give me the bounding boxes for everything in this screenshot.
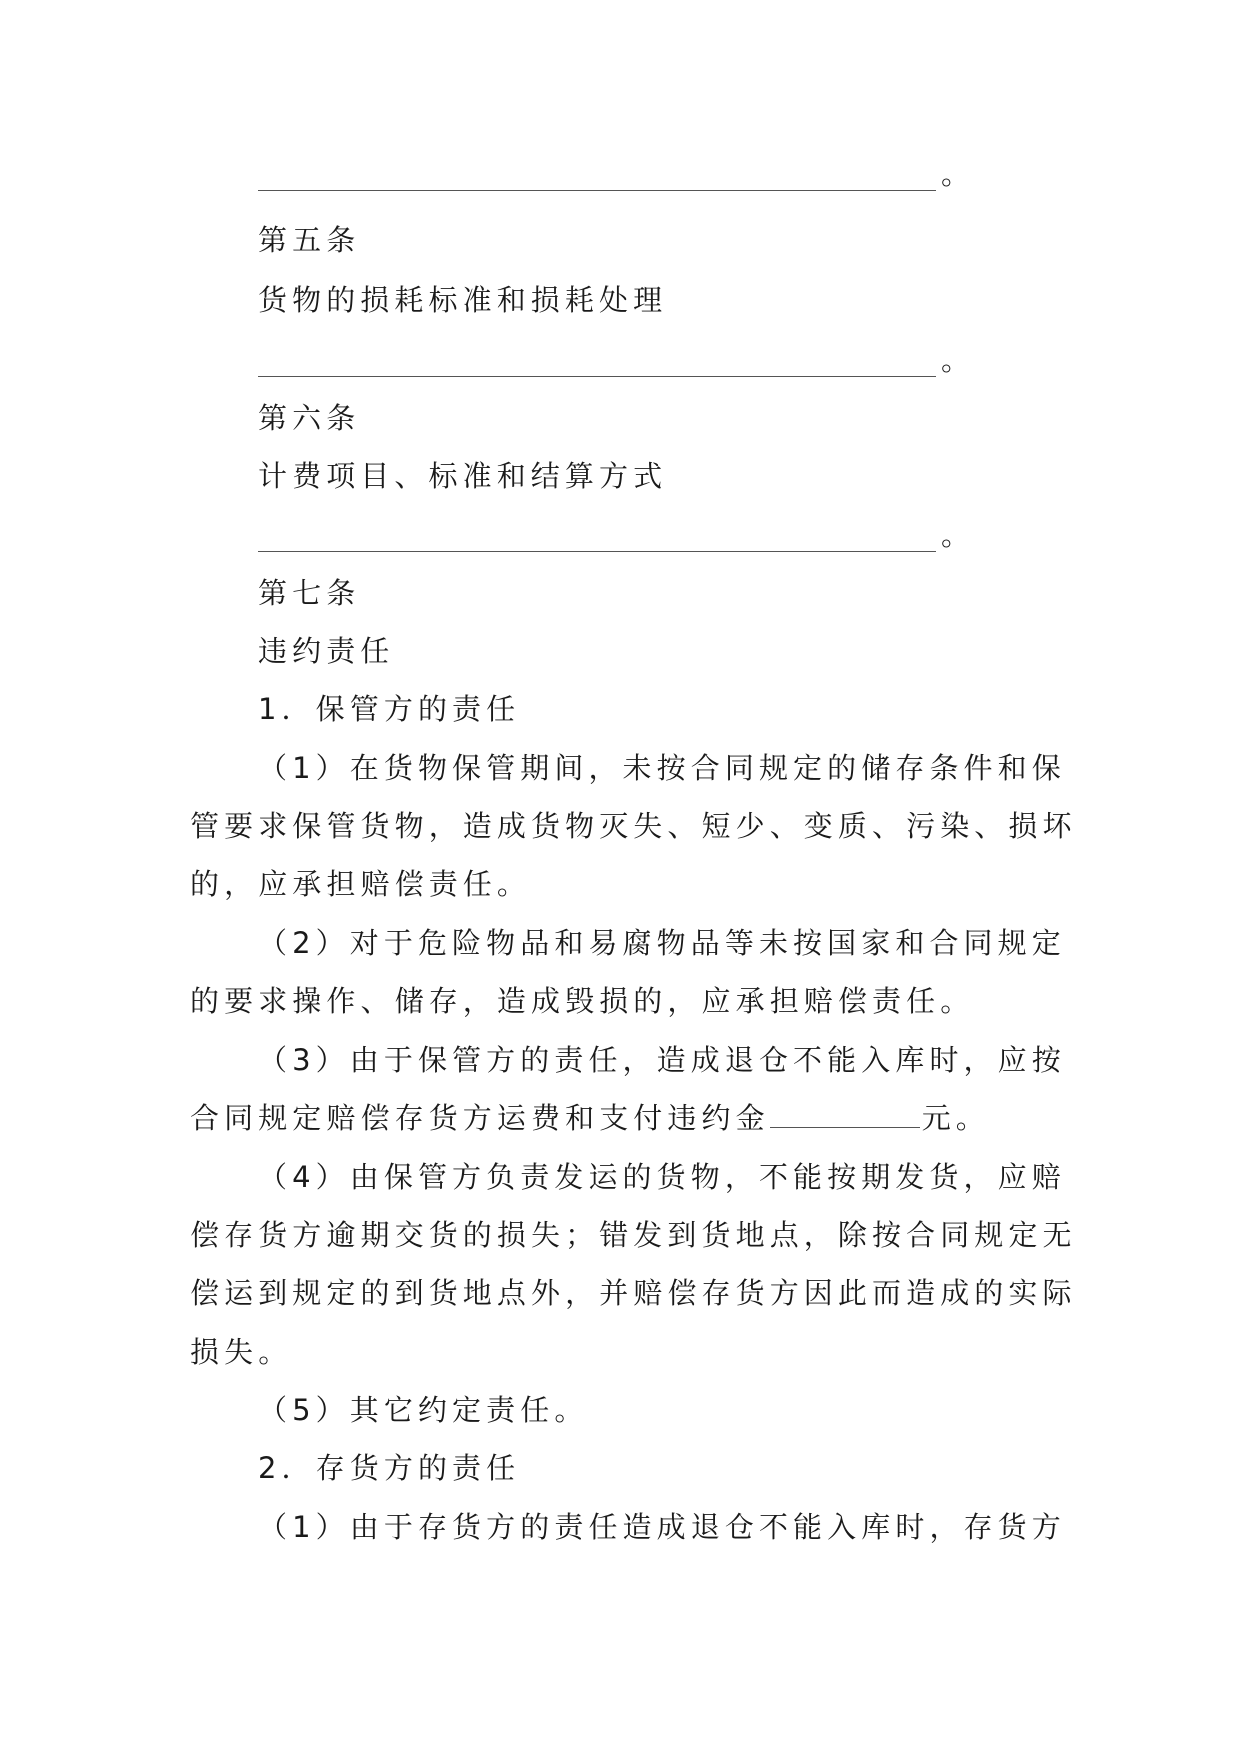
clause-1-3-text: 合同规定赔偿存货方运费和支付违约金 bbox=[190, 1101, 770, 1135]
clause-1-3-line-1: （3）由于保管方的责任，造成退仓不能入库时，应按 bbox=[258, 1043, 1066, 1077]
article-5-title: 第五条 bbox=[258, 223, 361, 257]
blank-underline bbox=[258, 190, 936, 191]
section-2-heading: 2．存货方的责任 bbox=[258, 1451, 521, 1485]
article-6-body: 计费项目、标准和结算方式 bbox=[258, 459, 668, 493]
clause-1-2-line-1: （2）对于危险物品和易腐物品等未按国家和合同规定 bbox=[258, 926, 1066, 960]
article-5-body: 货物的损耗标准和损耗处理 bbox=[258, 283, 668, 317]
blank-underline bbox=[258, 551, 936, 552]
penalty-amount-blank bbox=[770, 1100, 920, 1128]
clause-2-1-line-1: （1）由于存货方的责任造成退仓不能入库时，存货方 bbox=[258, 1510, 1066, 1544]
clause-1-4-line-4: 损失。 bbox=[190, 1335, 293, 1369]
clause-1-5: （5）其它约定责任。 bbox=[258, 1393, 589, 1427]
clause-1-4-line-3: 偿运到规定的到货地点外，并赔偿存货方因此而造成的实际 bbox=[190, 1276, 1077, 1310]
section-1-heading: 1．保管方的责任 bbox=[258, 692, 521, 726]
clause-1-4-line-1: （4）由保管方负责发运的货物，不能按期发货，应赔 bbox=[258, 1160, 1066, 1194]
clause-1-3-line-2 bbox=[190, 1098, 990, 1138]
article-6-title: 第六条 bbox=[258, 401, 361, 435]
clause-1-1-line-3: 的，应承担赔偿责任。 bbox=[190, 867, 532, 901]
period-mark: 。 bbox=[941, 518, 971, 552]
article-7-body: 违约责任 bbox=[258, 634, 395, 668]
currency-unit: 元。 bbox=[921, 1101, 990, 1135]
clause-1-1-line-2: 管要求保管货物，造成货物灭失、短少、变质、污染、损坏 bbox=[190, 809, 1077, 843]
article-7-title: 第七条 bbox=[258, 576, 361, 610]
period-mark: 。 bbox=[941, 157, 971, 191]
blank-underline bbox=[258, 376, 936, 377]
clause-1-1-line-1: （1）在货物保管期间，未按合同规定的储存条件和保 bbox=[258, 751, 1066, 785]
clause-1-4-line-2: 偿存货方逾期交货的损失；错发到货地点，除按合同规定无 bbox=[190, 1218, 1077, 1252]
clause-1-2-line-2: 的要求操作、储存，造成毁损的，应承担赔偿责任。 bbox=[190, 984, 975, 1018]
period-mark: 。 bbox=[941, 343, 971, 377]
